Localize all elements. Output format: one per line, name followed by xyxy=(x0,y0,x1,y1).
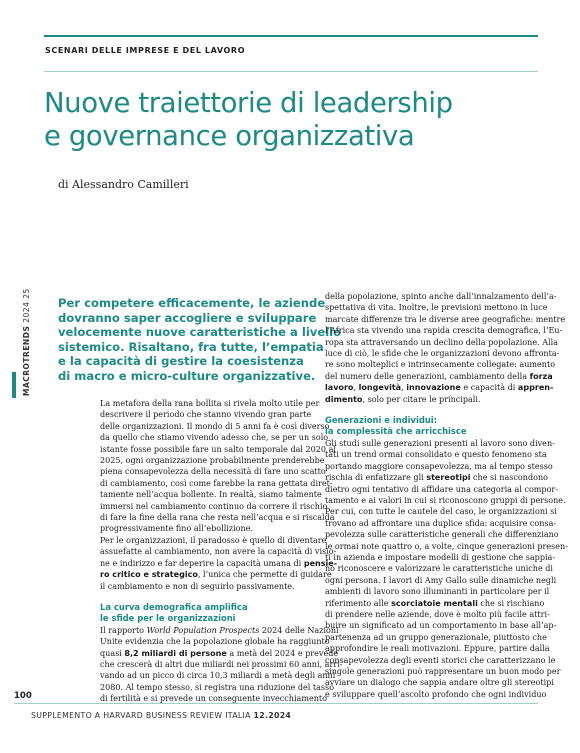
lead-line: Per competere efficacemente, le aziende xyxy=(58,296,326,310)
body-line: spettativa di vita. Inoltre, le previsioni mettono in luce xyxy=(325,303,548,313)
body-line: assuefatte al cambiamento, non avere la capacità di visio- xyxy=(100,547,337,557)
body-line: ogni persona. I lavori di Amy Gallo sulle dinamiche negli xyxy=(325,575,557,585)
footer-line xyxy=(31,711,291,720)
paragraph-gap xyxy=(100,592,305,602)
body-emphasis: dimento xyxy=(325,394,363,404)
body-line: no riconoscere e valorizzare le caratteristiche uniche di xyxy=(325,564,554,574)
body-line xyxy=(325,382,554,393)
body-line xyxy=(100,558,338,569)
lead-line: dovranno saper accogliere e sviluppare xyxy=(58,310,317,325)
lead-line: sistemico. Risaltano, fra tutte, l’empatia xyxy=(58,339,324,354)
body-line xyxy=(325,394,546,405)
body-line: approfondire le reali motivazioni. Eppure, partire dalla xyxy=(325,644,550,654)
body-column-left xyxy=(100,398,343,705)
body-line: pevolezza sulle caratteristiche generali che differenziano xyxy=(325,530,559,540)
body-emphasis: lavoro xyxy=(325,383,354,393)
body-line: partenenza ad un gruppo generazionale, piuttosto che xyxy=(325,632,547,642)
subheading: la complessità che arricchisce xyxy=(325,426,467,437)
body-emphasis: scorciatoie mentali xyxy=(391,598,478,608)
body-line: ambienti di lavoro sono illuminanti in particolare per il xyxy=(325,587,550,597)
body-line: le ormai note quattro o, a volte, cinque generazioni presen- xyxy=(325,541,568,551)
body-line: l’Africa sta vivendo una rapida crescita demografica, l’Eu- xyxy=(325,326,563,336)
body-line: tamente nell’acqua bollente. In realtà, siamo talmente xyxy=(100,490,322,500)
body-emphasis: stereotipi xyxy=(426,473,471,483)
body-emphasis: 8,2 miliardi di persone xyxy=(124,648,227,658)
article-title xyxy=(44,87,544,153)
body-text: , l’unica che permette di guidare xyxy=(197,570,332,580)
body-text: riferimento alle xyxy=(325,598,389,608)
body-text: quasi xyxy=(100,648,122,658)
body-text: del numero delle generazioni, cambiamento della xyxy=(325,371,527,381)
body-line xyxy=(100,569,332,580)
body-line: immersi nel cambiamento continuo da correre il rischio xyxy=(100,501,328,511)
body-line xyxy=(325,371,553,382)
footer-issue: 12.2024 xyxy=(253,711,292,720)
body-text: , solo per citare le principali. xyxy=(362,394,481,404)
body-line: Unite evidenzia che la popolazione globale ha raggiunto xyxy=(100,637,330,647)
body-line: luce di ciò, le sfide che le organizzazioni devono affronta- xyxy=(325,349,560,359)
body-line: progressivamente fino all’ebollizione. xyxy=(100,524,254,534)
sidebar-label xyxy=(22,288,31,396)
body-text: , xyxy=(353,383,357,393)
body-line: di cambiamento, così come farebbe la rana gettata diret- xyxy=(100,478,333,488)
body-emphasis: appren- xyxy=(517,383,554,393)
lead-line: e la capacità di gestire la coesistenza xyxy=(58,354,304,369)
body-text: , xyxy=(401,383,404,393)
body-line: ti in azienda e impostare modelli di gestione che sappia- xyxy=(325,552,556,562)
lead-line: velocemente nuove caratteristiche a livello xyxy=(58,325,342,340)
subheading: La curva demografica amplifica xyxy=(100,601,248,612)
body-text: a metà del 2024 e prevede xyxy=(229,648,339,658)
body-emphasis: forza xyxy=(529,371,553,381)
body-line: descrivere il periodo che stanno vivendo gran parte xyxy=(100,410,312,420)
subheading: le sfide per le organizzazioni xyxy=(100,613,236,624)
body-italic: World Population Prospects xyxy=(146,625,260,635)
body-line: di fare la fine della rana che resta nell’acqua e si riscalda xyxy=(100,513,335,523)
sidebar-brand: MACROTRENDS xyxy=(22,325,31,396)
body-line: singole generazioni può rappresentare un buon modo per xyxy=(325,667,561,676)
body-line xyxy=(325,598,546,609)
body-line: re sono molteplici e intrinsecamente collegate: aumento xyxy=(325,360,556,370)
body-text: ne e indirizzo e far deperire la capacità umana di xyxy=(100,558,302,568)
lead-line: di macro e micro-culture organizzative. xyxy=(58,368,316,383)
body-line: che crescerà di altri due miliardi nei prossimi 60 anni, arri- xyxy=(100,659,343,669)
body-text: rischia di enfatizzare gli xyxy=(325,473,424,483)
body-line: 2025, ogni organizzazione probabilmente prenderebbe xyxy=(100,456,325,466)
header-rule-lower xyxy=(44,71,538,72)
body-line: tati un trend ormai consolidato e questo fenomeno sta xyxy=(325,450,547,460)
footer-rule xyxy=(14,703,538,704)
body-text: 2024 delle Nazioni xyxy=(261,625,339,635)
body-line: vando ad un picco di circa 10,3 miliardi a metà degli anni xyxy=(100,671,336,681)
body-text: e capacità di xyxy=(463,383,516,393)
paragraph-gap xyxy=(325,405,546,415)
body-emphasis: innovazione xyxy=(406,383,461,393)
body-line: Per cui, con tutte le cautele del caso, le organizzazioni si xyxy=(325,507,557,517)
body-line: avviare un dialogo che sappia andare oltre gli stereotipi xyxy=(325,678,554,688)
article-byline: di Alessandro Camilleri xyxy=(58,178,189,191)
body-line: Per le organizzazioni, il paradosso è quello di diventare xyxy=(100,535,327,545)
article-title-line: e governance organizzativa xyxy=(44,120,415,152)
header-rule xyxy=(44,35,538,37)
body-line: della popolazione, spinto anche dall’innalzamento dell’a- xyxy=(325,292,557,301)
page-number: 100 xyxy=(14,691,32,701)
article-lead xyxy=(58,296,342,384)
body-text: che si nascondono xyxy=(473,473,548,483)
body-emphasis: ro critico e strategico xyxy=(100,570,198,580)
body-line: Gli studi sulle generazioni presenti al lavoro sono diven- xyxy=(325,438,555,448)
body-line: dietro ogni tentativo di affidare una categoria al compor- xyxy=(325,484,558,494)
section-label: SCENARI DELLE IMPRESE E DEL LAVORO xyxy=(45,46,246,55)
footer-supplement: SUPPLEMENTO A HARVARD BUSINESS REVIEW ITALIA xyxy=(31,711,251,720)
body-line: di prendere nelle aziende, dove è molto più facile attri- xyxy=(325,609,550,619)
article-title-line: Nuove traiettorie di leadership xyxy=(44,87,453,119)
body-line xyxy=(100,648,339,659)
sidebar-accent-bar xyxy=(12,372,16,398)
body-emphasis: pensie- xyxy=(303,558,338,568)
body-column-right xyxy=(325,291,568,700)
body-line xyxy=(325,472,546,483)
body-text: Il rapporto xyxy=(100,625,145,635)
body-line: il cambiamento e non di seguirlo passivamente. xyxy=(100,581,295,591)
body-line: e sviluppare quell’ascolto profondo che ogni individuo xyxy=(325,689,547,699)
body-line: da quello che stiamo vivendo adesso che, se per un solo xyxy=(100,433,329,443)
body-line: 2080. Al tempo stesso, si registra una riduzione del tasso xyxy=(100,682,335,692)
body-line: istante fosse possibile fare un salto temporale dal 2020 al xyxy=(100,444,336,454)
body-line xyxy=(100,625,339,636)
body-text: che si rischiano xyxy=(480,598,545,608)
body-line: di fertilità e si prevede un conseguente invecchiamento xyxy=(100,694,327,704)
body-line: portando maggiore consapevolezza, ma al tempo stesso xyxy=(325,461,553,471)
body-line: marcate differenze tra le diverse aree geografiche: mentre xyxy=(325,314,566,324)
body-line: tamento e ai valori in cui si riconoscono gruppi di persone. xyxy=(325,495,566,505)
subheading: Generazioni e individui: xyxy=(325,415,438,426)
body-emphasis: longevità xyxy=(358,383,402,393)
body-line: buire un significato ad un comportamento in base all’ap- xyxy=(325,621,557,631)
sidebar-year: 2024 25 xyxy=(22,288,31,323)
body-line: delle organizzazioni. Il mondo di 5 anni fa è così diverso xyxy=(100,421,330,431)
macrotrends-sidebar xyxy=(8,288,40,402)
body-line: La metafora della rana bollita si rivela molto utile per xyxy=(100,399,320,408)
body-line: piena consapevolezza della necessità di fare uno scatto xyxy=(100,467,326,477)
body-line: trovano ad affrontare una duplice sfida: acquisire consa- xyxy=(325,518,557,528)
body-line: ropa sta attraversando un declino della popolazione. Alla xyxy=(325,337,558,347)
body-line: consapevolezza degli eventi storici che caratterizzano le xyxy=(325,655,556,665)
